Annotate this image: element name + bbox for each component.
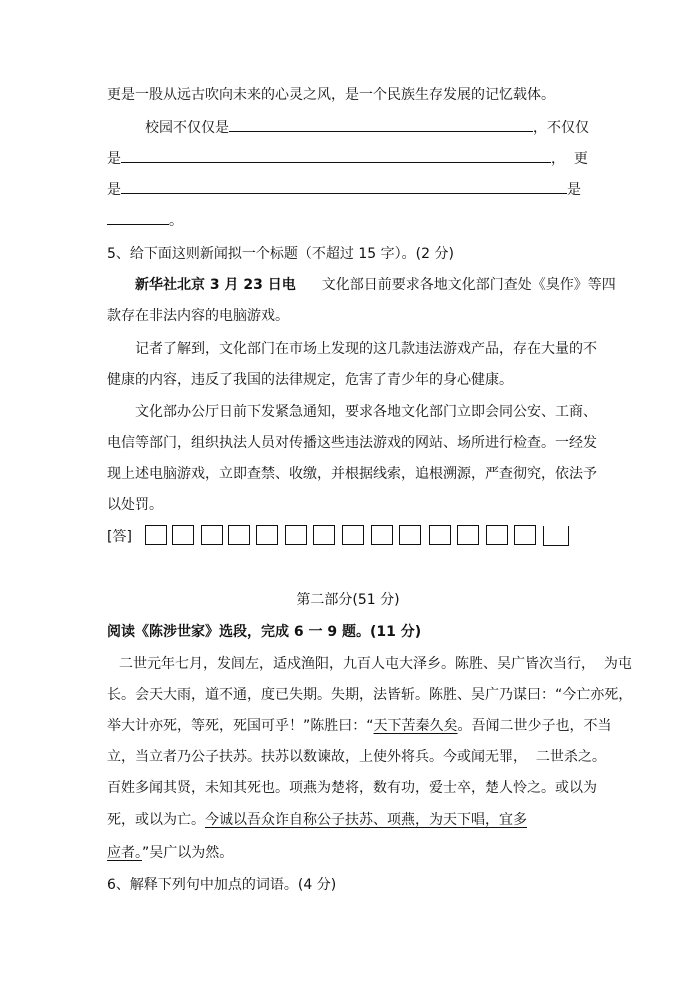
underlined-phrase-2: 今诚以吾众诈自称公子扶苏、项燕，为天下唱，宜多 (205, 812, 527, 828)
passage-line-6-a: 死，或以为亡。 (107, 812, 205, 828)
answer-box-9[interactable] (371, 525, 393, 545)
fill-line-2 (107, 149, 588, 169)
answer-box-12[interactable] (457, 525, 479, 545)
q5-para3-line2: 电信等部门，组织执法人员对传播这些违法游戏的网站、场所进行检查。一经发 (107, 435, 597, 451)
passage-line-7 (107, 843, 233, 863)
answer-box-13[interactable] (486, 525, 508, 545)
answer-box-6[interactable] (285, 525, 307, 545)
underlined-phrase-2-cont: 应者。 (107, 845, 142, 861)
q6-prompt: 6、解释下列句中加点的词语。(4 分) (107, 877, 337, 893)
answer-box-3[interactable] (201, 525, 223, 545)
fill-line-1-start: 校园不仅仅是 (145, 120, 229, 136)
answer-box-7[interactable] (313, 525, 335, 545)
fill-line-1-end: ，不仅仅 (533, 120, 589, 136)
q5-prompt: 5、给下面这则新闻拟一个标题（不超过 15 字）。(2 分) (107, 246, 454, 262)
part2-instruction: 阅读《陈涉世家》选段，完成 6 一 9 题。(11 分) (107, 624, 422, 640)
fill-line-1 (145, 118, 589, 138)
passage-line-7-b: ”吴广以为然。 (142, 845, 234, 861)
fill-line-4-end: 。 (169, 213, 183, 229)
answer-box-4[interactable] (228, 525, 250, 545)
intro-line: 更是一股从远古吹向未来的心灵之风，是一个民族生存发展的记忆载体。 (107, 87, 555, 103)
fill-line-2-start: 是 (107, 151, 121, 167)
answer-box-10[interactable] (399, 525, 421, 545)
passage-line-3-b: 。吾闻二世少子也，不当 (457, 718, 612, 734)
answer-box-8[interactable] (342, 525, 364, 545)
q5-para3-line4: 以处罚。 (107, 497, 163, 513)
fill-line-3-start: 是 (107, 182, 121, 198)
fill-blank-3[interactable] (121, 180, 567, 194)
passage-line-1: 二世元年七月，发闾左，适戍渔阳，九百人屯大泽乡。陈胜、吴广皆次当行， 为屯 (119, 656, 632, 672)
passage-line-4: 立，当立者乃公子扶苏。扶苏以数谏故，上使外将兵。今或闻无罪， 二世杀之。 (107, 749, 606, 765)
fill-line-2-end: ， 更 (551, 151, 588, 167)
q5-para1-line2: 款存在非法内容的电脑游戏。 (107, 308, 289, 324)
q5-para1-text-a: 文化部日前要求各地文化部门查处《臭作》等四 (321, 277, 616, 293)
passage-line-6 (107, 810, 527, 830)
news-dateline: 新华社北京 3 月 23 日电 (135, 277, 296, 293)
q5-para3-line1: 文化部办公厅日前下发紧急通知，要求各地文化部门立即会同公安、工商、 (135, 404, 597, 420)
q5-para2-line1: 记者了解到，文化部门在市场上发现的这几款违法游戏产品，存在大量的不 (135, 341, 597, 357)
fill-line-3 (107, 180, 581, 200)
answer-box-2[interactable] (172, 525, 194, 545)
fill-line-4 (107, 211, 183, 231)
answer-box-5[interactable] (256, 525, 278, 545)
answer-label: [答] (107, 529, 132, 545)
answer-box-14[interactable] (514, 525, 536, 545)
underlined-phrase-1: 天下苦秦久矣 (373, 718, 458, 734)
passage-line-5: 百姓多闻其贤，未知其死也。项燕为楚将，数有功，爱士卒，楚人怜之。或以为 (107, 780, 597, 796)
fill-blank-4[interactable] (107, 211, 169, 225)
passage-line-3 (107, 716, 612, 736)
fill-blank-2[interactable] (121, 149, 551, 163)
q5-para2-line2: 健康的内容，违反了我国的法律规定，危害了青少年的身心健康。 (107, 372, 513, 388)
answer-box-15[interactable] (543, 526, 569, 546)
answer-box-1[interactable] (145, 525, 167, 545)
fill-blank-1[interactable] (229, 118, 533, 132)
q5-para1-line1 (135, 275, 616, 295)
fill-line-3-end: 是 (567, 182, 581, 198)
part2-title: 第二部分(51 分) (296, 592, 400, 608)
answer-box-11[interactable] (429, 525, 451, 545)
passage-line-3-a: 举大计亦死，等死，死国可乎！”陈胜曰：“ (107, 718, 374, 734)
passage-line-2: 长。会天大雨，道不通，度已失期。失期，法皆斩。陈胜、吴广乃谋曰：“今亡亦死， (107, 687, 633, 703)
q5-para3-line3: 现上述电脑游戏，立即查禁、收缴，并根据线索，追根溯源，严查彻究，依法予 (107, 466, 597, 482)
